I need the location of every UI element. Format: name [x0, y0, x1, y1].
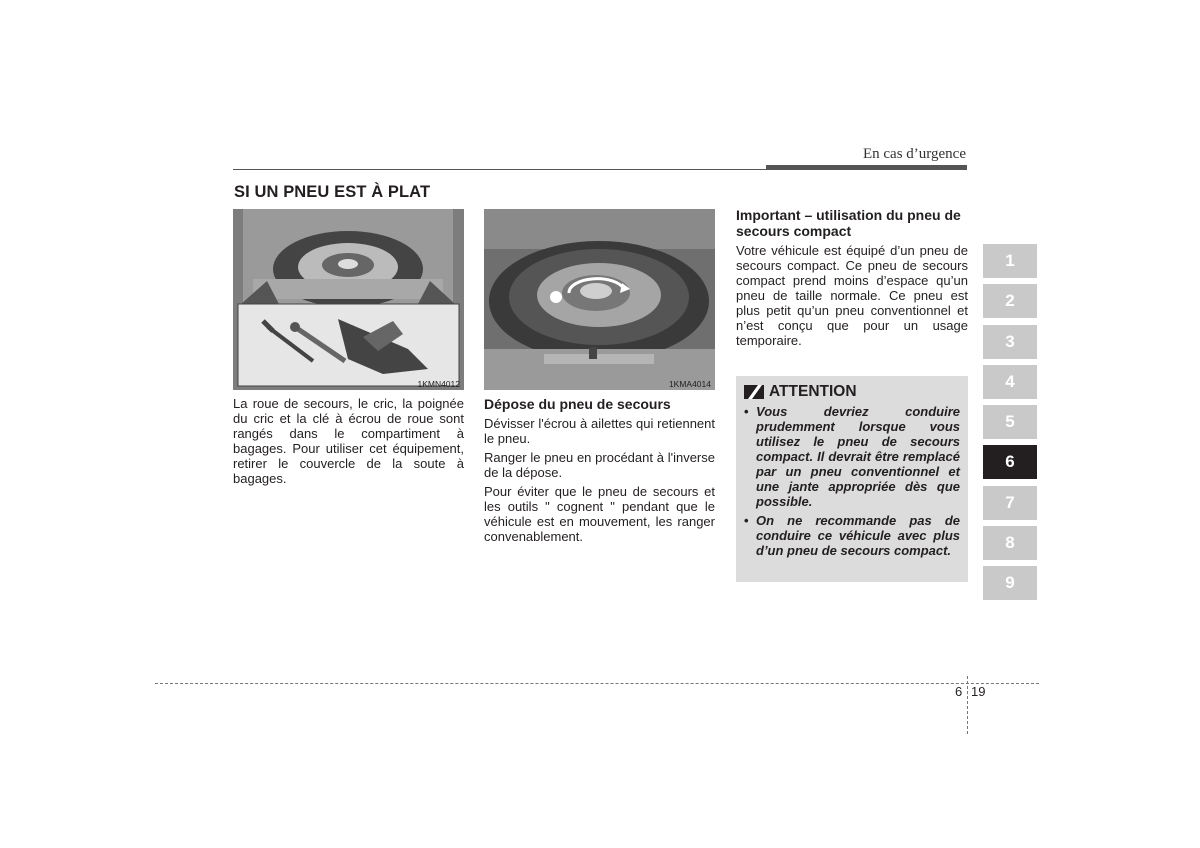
chapter-tab-4[interactable]: 4 [983, 365, 1037, 399]
removal-paragraph-1: Dévisser l'écrou à ailettes qui retiennent le pneu. [484, 416, 715, 446]
warning-stripe-icon [744, 385, 764, 399]
chapter-tab-9[interactable]: 9 [983, 566, 1037, 600]
figure-code: 1KMN4012 [417, 379, 460, 389]
chapter-tabs [983, 244, 1037, 607]
tools-description: La roue de secours, le cric, la poignée du cric et la clé à écrou de roue sont rangés dans le compartiment à bagages. Pour utiliser cet équipement, retirer le couvercle de la soute à bagages. [233, 396, 464, 486]
footer-divider [967, 676, 968, 734]
chapter-header-title: En cas d’urgence [862, 146, 966, 162]
chapter-tab-2[interactable]: 2 [983, 284, 1037, 318]
column-3 [736, 207, 968, 352]
chapter-tab-7[interactable]: 7 [983, 486, 1037, 520]
attention-header [744, 383, 960, 401]
figure-code: 1KMA4014 [668, 379, 711, 389]
attention-box [736, 376, 968, 582]
compact-spare-heading: Important – utilisation du pneu de secours compact [736, 207, 961, 239]
attention-list [744, 404, 960, 558]
chapter-tab-6[interactable]: 6 [983, 445, 1037, 479]
attention-item: • Vous devriez conduire prudemment lorsque vous utilisez le pneu de secours compact. Il devrait être remplacé par un pneu conventionnel et une jante appropriée dès que possible. [744, 404, 960, 509]
footer-rule [155, 683, 1039, 684]
removal-paragraph-2: Ranger le pneu en procédant à l'inverse de la dépose. [484, 450, 715, 480]
header-bar [766, 165, 967, 170]
column-1 [233, 396, 464, 490]
chapter-tab-3[interactable]: 3 [983, 325, 1037, 359]
column-2 [484, 396, 715, 548]
page-number: 19 [971, 684, 986, 699]
page-chapter-number: 6 [955, 684, 963, 699]
section-title: SI UN PNEU EST À PLAT [234, 183, 431, 201]
removal-paragraph-3: Pour éviter que le pneu de secours et les outils " cognent " pendant que le véhicule est en mouvement, les ranger convenablement. [484, 484, 715, 544]
compact-spare-text: Votre véhicule est équipé d’un pneu de secours compact. Ce pneu de secours compact prend moins d’espace qu’un pneu de taille normale. Ce pneu est plus petit qu’un pneu conventionnel et n’est conçu que pour un usage temporaire. [736, 243, 968, 348]
chapter-tab-1[interactable]: 1 [983, 244, 1037, 278]
attention-title: ATTENTION [769, 383, 857, 400]
chapter-tab-5[interactable]: 5 [983, 405, 1037, 439]
attention-item: • On ne recommande pas de conduire ce véhicule avec plus d’un pneu de secours compact. [744, 513, 960, 558]
chapter-tab-8[interactable]: 8 [983, 526, 1037, 560]
figure-spare-tire [484, 209, 715, 390]
figure-trunk-tools [233, 209, 464, 390]
removal-heading: Dépose du pneu de secours [484, 396, 671, 412]
